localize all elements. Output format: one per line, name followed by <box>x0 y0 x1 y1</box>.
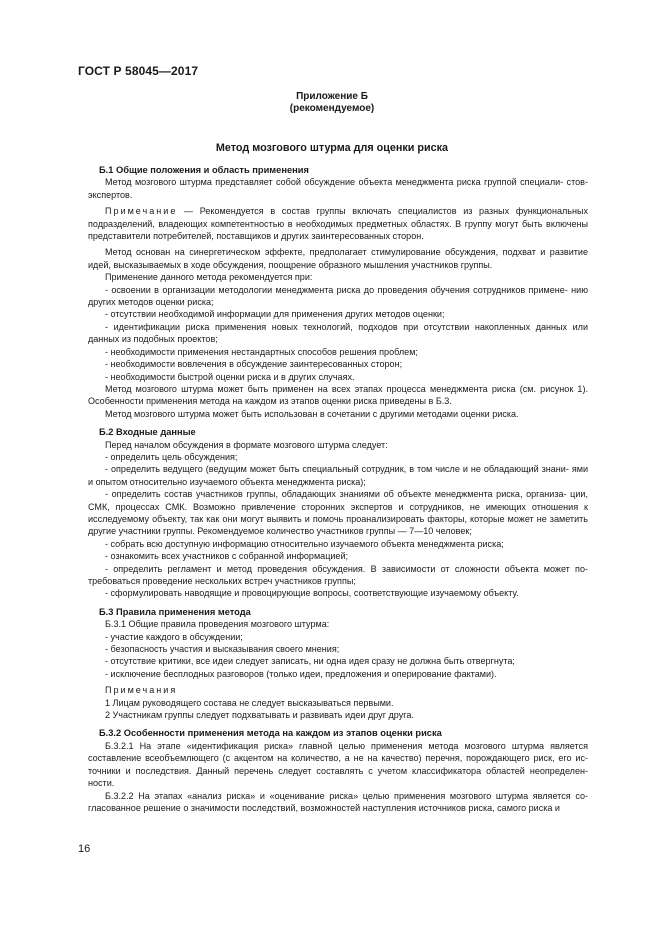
section-heading-b3: Б.3 Правила применения метода <box>99 606 251 617</box>
list-item: - идентификации риска применения новых технологий, подходов при отсутствии накопленных данных или данных из подобных проектов; <box>88 321 588 345</box>
appendix-subtitle: (рекомендуемое) <box>289 103 375 114</box>
paragraph: Метод мозгового штурма может быть применен на всех этапах процесса менеджмента риска (см. рисунок 1). Особенности применения метода на каждом из этапов оценки риска приведены в Б.3. <box>88 383 588 407</box>
list-item: - участие каждого в обсуждении; <box>105 631 243 642</box>
list-item: - необходимости применения нестандартных способов решения проблем; <box>105 346 418 357</box>
list-item: - определить цель обсуждения; <box>105 451 238 462</box>
note-text: — Рекомендуется в состав группы включать специалистов из разных функциональных подразделений, владеющих компетентностью в необходимых предметных областях. В группу могут быть включены представители потребителей, поставщиков и других заинтересованных сторон. <box>88 206 588 242</box>
paragraph: Метод мозгового штурма представляет собой обсуждение объекта менеджмента риска группой специали- стов-экспертов. <box>88 177 588 200</box>
list-item: - освоении в организации методологии менеджмента риска до проведения обучения сотрудников примене- нию других методов оценки риска; <box>88 284 588 308</box>
note-item: 2 Участникам группы следует подхватывать и развивать идеи друг друга. <box>105 710 414 721</box>
document-body <box>88 164 588 814</box>
document-title: Метод мозгового штурма для оценки риска <box>215 142 449 154</box>
paragraph: Б.3.2.1 На этапе «идентификация риска» главной целью применения метода мозгового штурма является составление всеобъемлющего (с акцентом на количество, а не на качество) перечня, порождающего риск, его ис- точники и последствия. Данный перечень следует составлять с учетом классификатора областей неопределен- ности. <box>88 740 588 789</box>
paragraph: Метод основан на синергетическом эффекте, предполагает стимулирование обсуждения, подхват и развитие идей, высказываемых в ходе обсуждения, поощрение образного мышления участников группы. <box>88 247 588 270</box>
appendix-heading <box>78 91 586 115</box>
note <box>88 205 588 242</box>
list-item: - отсутствии необходимой информации для применения других методов оценки; <box>105 309 445 320</box>
list-item: - отсутствие критики, все идеи следует записать, ни одна идея сразу не должна быть отвергнута; <box>105 656 515 667</box>
paragraph: Применение данного метода рекомендуется при: <box>105 272 313 283</box>
list-item: - ознакомить всех участников с собранной информацией; <box>105 551 349 562</box>
paragraph: Б.3.1 Общие правила проведения мозгового штурма: <box>105 619 330 630</box>
page-number: 16 <box>78 843 91 855</box>
paragraph: Перед началом обсуждения в формате мозгового штурма следует: <box>105 439 388 450</box>
list-item: - исключение бесплодных разговоров (только идеи, предложения и оперирование фактами). <box>105 668 497 679</box>
list-item: - безопасность участия и высказывания своего мнения; <box>105 644 340 655</box>
list-item: - необходимости быстрой оценки риска и в других случаях. <box>105 371 355 382</box>
list-item: - необходимости вовлечения в обсуждение заинтересованных сторон; <box>105 359 403 370</box>
standard-header: ГОСТ Р 58045—2017 <box>78 64 199 78</box>
appendix-title: Приложение Б <box>296 91 368 102</box>
list-item: - сформулировать наводящие и провоцирующие вопросы, соответствующие изучаемому объекту. <box>105 588 519 599</box>
list-item: - собрать всю доступную информацию относительно изучаемого объекта менеджмента риска; <box>105 538 504 549</box>
list-item: - определить регламент и метод проведения обсуждения. В зависимости от сложности объекта может по- требоваться проведение нескольких встреч участников группы; <box>88 563 588 586</box>
section-heading-b1: Б.1 Общие положения и область применения <box>99 165 309 175</box>
note-item: 1 Лицам руководящего состава не следует высказываться первыми. <box>105 697 394 708</box>
note-label: Примечание <box>105 206 178 217</box>
paragraph: Метод мозгового штурма может быть использован в сочетании с другими методами оценки риска. <box>105 408 519 419</box>
list-item: - определить состав участников группы, обладающих знаниями об объекте менеджмента риска, организа- ции, СМК, процессах СМК. Возможно привлечение сторонних экспертов и сотрудников, не имеющих отношения к исследуемому объекту, так как они могут выявить и помочь проанализировать факторы, которые может не заметить другие участники группы. Рекомендуемое количество участников группы — 7—10 человек; <box>88 489 588 537</box>
list-item: - определить ведущего (ведущим может быть специальный сотрудник, в том числе и не обладающий знани- ями и опытом относительно изучаемого объекта менеджмента риска); <box>88 464 588 487</box>
section-heading-b2: Б.2 Входные данные <box>99 427 196 438</box>
notes-label: Примечания <box>105 685 178 696</box>
subsection-heading-b32: Б.3.2 Особенности применения метода на каждом из этапов оценки риска <box>99 728 442 739</box>
paragraph: Б.3.2.2 На этапах «анализ риска» и «оценивание риска» целью применения мозгового штурма является со- гласованное решение о значимости последствий, возможностей наступления источников риска, самого риска и <box>88 790 588 813</box>
